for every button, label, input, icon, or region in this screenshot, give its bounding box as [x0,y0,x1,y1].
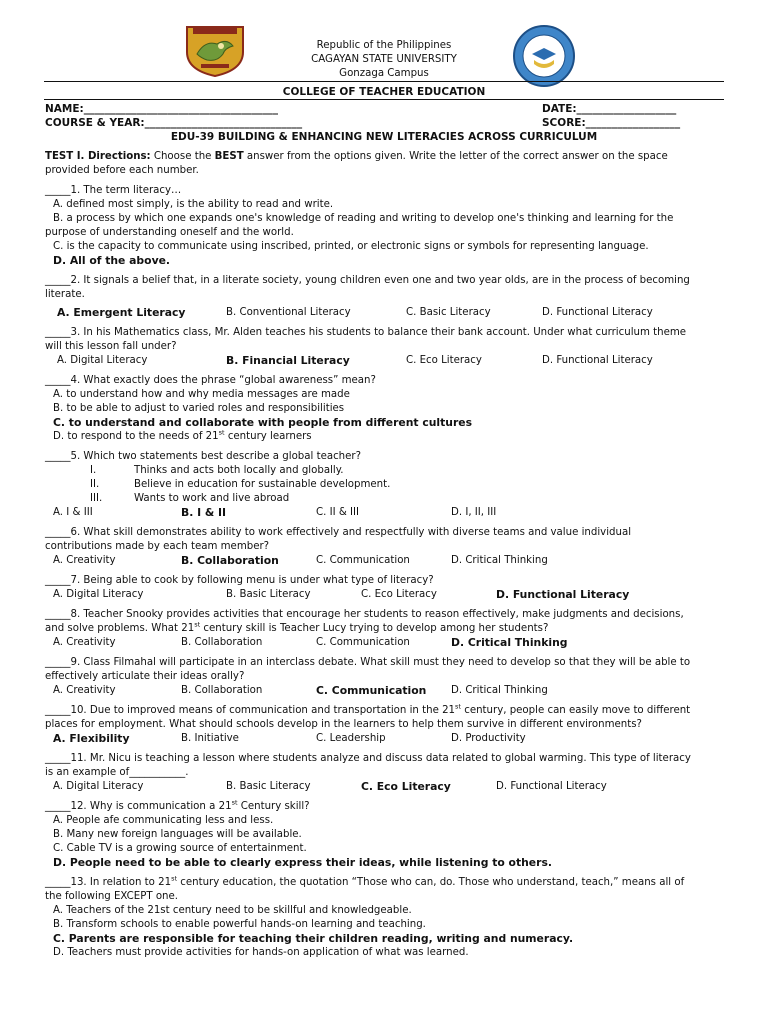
question-stem-cont: literate. [45,289,85,300]
question-8 [45,608,725,650]
campus-name: Gonzaga Campus [339,68,429,79]
option-a: A. Creativity [53,555,116,566]
question-stem: _____6. What skill demonstrates ability to work effectively and respectfully with diverse teams and value individual [45,527,632,538]
question-10 [45,704,725,746]
option-a: A. People afe communicating less and less. [53,815,274,826]
question-2 [45,274,725,320]
question-stem: _____3. In his Mathematics class, Mr. Alden teaches his students to balance their bank account. Under what curriculum theme [45,327,687,338]
question-4 [45,374,725,444]
directions-cont: provided before each number. [45,165,199,176]
option-b: B. Transform schools to enable powerful hands-on learning and teaching. [53,919,426,930]
question-stem: _____9. Class Filmahal will participate in an interclass debate. What skill must they need to develop so that they will be able to [45,657,691,668]
option-b: B. Collaboration [181,637,263,648]
option-d: D. I, II, III [451,507,497,518]
header-divider-bottom [44,99,724,100]
question-stem: _____11. Mr. Nicu is teaching a lesson where students analyze and discuss data related to global warming. This type of literacy [45,753,691,764]
options-row [45,636,725,650]
question-stem: _____12. Why is communication a 21st Century skill? [45,798,310,812]
options-row [45,306,725,320]
statement-ii: II. Believe in education for sustainable development. [90,479,391,490]
option-c: C. II & III [316,507,360,518]
option-d: D. Critical Thinking [451,685,548,696]
question-1 [45,184,725,268]
option-c: C. Eco Literacy [361,589,437,600]
option-d-answer: D. All of the above. [53,254,171,267]
question-stem-cont: the following EXCEPT one. [45,891,179,902]
option-b: B. Initiative [181,733,239,744]
question-stem-cont: and solve problems. What 21st century skill is Teacher Lucy trying to develop among her students? [45,620,549,634]
directions-label: TEST I. Directions: [45,151,151,162]
option-c: C. Eco Literacy [406,355,482,366]
option-b: B. Conventional Literacy [226,307,351,318]
option-b: B. Many new foreign languages will be available. [53,829,302,840]
option-b-answer: B. I & II [181,506,227,519]
option-b: B. Basic Literacy [226,589,311,600]
option-a: A. to understand how and why media messages are made [53,389,350,400]
question-stem: _____4. What exactly does the phrase “global awareness” mean? [45,375,376,386]
country-line: Republic of the Philippines [316,40,452,51]
options-row [45,780,725,794]
option-b: B. Collaboration [181,685,263,696]
option-a-answer: A. Flexibility [53,732,130,745]
option-a: A. I & III [53,507,93,518]
option-a: A. Creativity [53,637,116,648]
option-d: D. Critical Thinking [451,555,548,566]
question-stem-cont: effectively articulate their ideas orally? [45,671,245,682]
name-field[interactable]: NAME:_____________________________________ [45,103,278,115]
question-stem: _____2. It signals a belief that, in a literate society, young children even one and two year olds, are in the process of becoming [45,275,690,286]
option-c-answer: C. Parents are responsible for teaching their children reading, writing and numeracy. [53,932,574,945]
university-name: CAGAYAN STATE UNIVERSITY [311,54,457,65]
option-d: D. Functional Literacy [542,307,653,318]
option-b: B. to be able to adjust to varied roles and responsibilities [53,403,345,414]
option-a: A. defined most simply, is the ability to read and write. [53,199,334,210]
college-name: COLLEGE OF TEACHER EDUCATION [282,86,486,98]
question-stem: _____7. Being able to cook by following menu is under what type of literacy? [45,575,434,586]
question-12 [45,800,725,870]
options-row [45,588,725,602]
course-year-field[interactable]: COURSE & YEAR:______________________________ [45,117,303,129]
question-stem: _____1. The term literacy… [45,185,182,196]
score-field[interactable]: SCORE:__________________ [542,117,681,129]
header-divider-top [44,81,724,82]
options-row [45,506,725,520]
option-c: C. Communication [316,555,410,566]
option-b: B. a process by which one expands one's knowledge of reading and writing to develop one's thinking and learning for the [53,213,674,224]
option-d: D. to respond to the needs of 21st century learners [53,428,312,442]
option-d: D. Functional Literacy [542,355,653,366]
question-stem: _____5. Which two statements best describe a global teacher? [45,451,362,462]
question-stem: _____10. Due to improved means of communication and transportation in the 21st century, people can easily move to different [45,702,691,716]
option-c: C. is the capacity to communicate using inscribed, printed, or electronic signs or symbols for representing language. [53,241,649,252]
option-b-answer: B. Financial Literacy [226,354,350,367]
question-3 [45,326,725,368]
question-13 [45,876,725,960]
question-11 [45,752,725,794]
options-row [45,554,725,568]
question-stem-cont: contributions made by each team member? [45,541,270,552]
question-5 [45,450,725,520]
question-stem-cont: will this lesson fall under? [45,341,177,352]
directions: TEST I. Directions: Choose the BEST answer from the options given. Write the letter of the correct answer on the space [45,151,668,162]
options-row [45,354,725,368]
option-a: A. Digital Literacy [53,781,144,792]
question-6 [45,526,725,568]
option-c: C. Communication [316,637,410,648]
option-a: A. Digital Literacy [57,355,148,366]
options-row [45,684,725,698]
option-c-answer: C. Communication [316,684,427,697]
question-9 [45,656,725,698]
option-c: C. Cable TV is a growing source of entertainment. [53,843,307,854]
question-stem: _____8. Teacher Snooky provides activities that encourage her students to reason effectively, make judgments and decisions, [45,609,684,620]
option-a: A. Creativity [53,685,116,696]
options-row [45,732,725,746]
option-d: D. Functional Literacy [496,781,607,792]
option-d: D. Teachers must provide activities for hands-on application of what was learned. [53,947,469,958]
option-d-answer: D. Functional Literacy [496,588,630,601]
option-d-answer: D. People need to be able to clearly express their ideas, while listening to others. [53,856,552,869]
question-7 [45,574,725,602]
option-a: A. Digital Literacy [53,589,144,600]
option-d: D. Productivity [451,733,526,744]
option-a-answer: A. Emergent Literacy [57,306,186,319]
option-c-answer: C. to understand and collaborate with people from different cultures [53,416,473,429]
option-c: C. Basic Literacy [406,307,491,318]
option-c-answer: C. Eco Literacy [361,780,451,793]
question-stem-cont: is an example of___________. [45,767,189,778]
date-field[interactable]: DATE:___________________ [542,103,677,115]
option-c: C. Leadership [316,733,386,744]
option-b-answer: B. Collaboration [181,554,279,567]
statement-i: I. Thinks and acts both locally and globally. [90,465,344,476]
question-stem: _____13. In relation to 21st century education, the quotation “Those who can, do. Those who understand, teach,” means all of [45,874,685,888]
course-title: EDU-39 BUILDING & ENHANCING NEW LITERACIES ACROSS CURRICULUM [170,131,598,143]
option-b: B. Basic Literacy [226,781,311,792]
test-body [45,150,725,960]
cte-seal-text: CTE [537,70,551,77]
option-d-answer: D. Critical Thinking [451,636,568,649]
option-a: A. Teachers of the 21st century need to be skillful and knowledgeable. [53,905,412,916]
statement-iii: III. Wants to work and live abroad [90,493,290,504]
best-emphasis: BEST [214,151,244,162]
option-b-cont: purpose of understanding oneself and the world. [45,227,294,238]
question-stem-cont: places for employment. What should schools develop in the learners to help them survive in different environments? [45,719,642,730]
